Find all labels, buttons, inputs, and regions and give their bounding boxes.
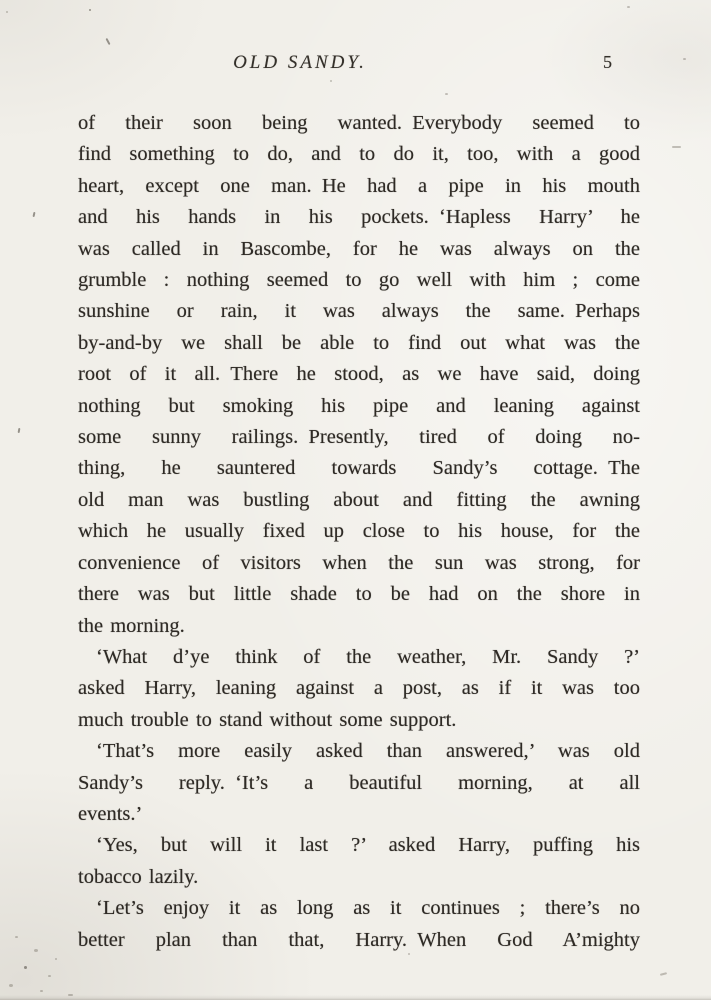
text-line: events.’	[78, 802, 143, 825]
text-line: grumble : nothing seemed to go well with him ; come	[78, 269, 640, 292]
text-line: which he usually fixed up close to his house, for the	[78, 520, 640, 543]
text-line: ‘Let’s enjoy it as long as it continues ; there’s no	[96, 897, 640, 920]
text-line: and his hands in his pockets. ‘Hapless Harry’ he	[78, 206, 640, 229]
scan-speck	[34, 949, 38, 952]
scan-speck	[6, 11, 8, 13]
scan-speck	[18, 428, 21, 433]
text-line: find something to do, and to do it, too, with a good	[78, 143, 640, 166]
text-line: asked Harry, leaning against a post, as if it was too	[78, 677, 640, 700]
text-line: ‘That’s more easily asked than answered,’ was old	[96, 740, 640, 763]
text-line: sunshine or rain, it was always the same. Perhaps	[78, 300, 640, 323]
scan-speck	[445, 93, 448, 95]
text-line: ‘What d’ye think of the weather, Mr. Sandy ?’	[96, 645, 640, 668]
text-line: tobacco lazily.	[78, 865, 199, 888]
page-body	[78, 108, 640, 956]
scan-speck	[55, 958, 57, 960]
scan-speck	[68, 994, 73, 996]
scan-speck	[660, 972, 667, 976]
scan-speck	[672, 146, 681, 148]
text-line: convenience of visitors when the sun was strong, for	[78, 551, 640, 574]
text-line: better plan than that, Harry. When God A’mighty	[78, 928, 640, 951]
scan-speck	[9, 984, 13, 987]
text-line: there was but little shade to be had on the shore in	[78, 583, 640, 606]
scan-speck	[48, 975, 51, 977]
running-title: OLD SANDY.	[233, 52, 367, 73]
scan-speck	[683, 58, 686, 60]
scan-speck	[15, 936, 18, 938]
page-header	[78, 0, 640, 78]
scan-speck	[40, 990, 43, 992]
scan-speck	[24, 966, 27, 969]
text-line: of their soon being wanted. Everybody seemed to	[78, 112, 640, 134]
text-line: much trouble to stand without some support.	[78, 708, 457, 731]
text-line: by-and-by we shall be able to find out what was the	[78, 331, 640, 354]
text-line: some sunny railings. Presently, tired of doing no-	[78, 426, 640, 449]
text-line: heart, except one man. He had a pipe in his mouth	[78, 174, 640, 197]
text-line: root of it all. There he stood, as we have said, doing	[78, 363, 640, 386]
text-line: ‘Yes, but will it last ?’ asked Harry, puffing his	[96, 834, 640, 857]
text-line: the morning.	[78, 614, 185, 637]
text-line: nothing but smoking his pipe and leaning against	[78, 394, 640, 417]
scan-speck	[330, 80, 332, 82]
text-line: old man was bustling about and fitting the awning	[78, 488, 640, 511]
scan-speck	[33, 212, 36, 217]
text-line: Sandy’s reply. ‘It’s a beautiful morning, at all	[78, 771, 640, 794]
text-line: thing, he sauntered towards Sandy’s cottage. The	[78, 457, 640, 480]
text-line: was called in Bascombe, for he was always on the	[78, 237, 640, 260]
page-number: 5	[603, 52, 612, 72]
